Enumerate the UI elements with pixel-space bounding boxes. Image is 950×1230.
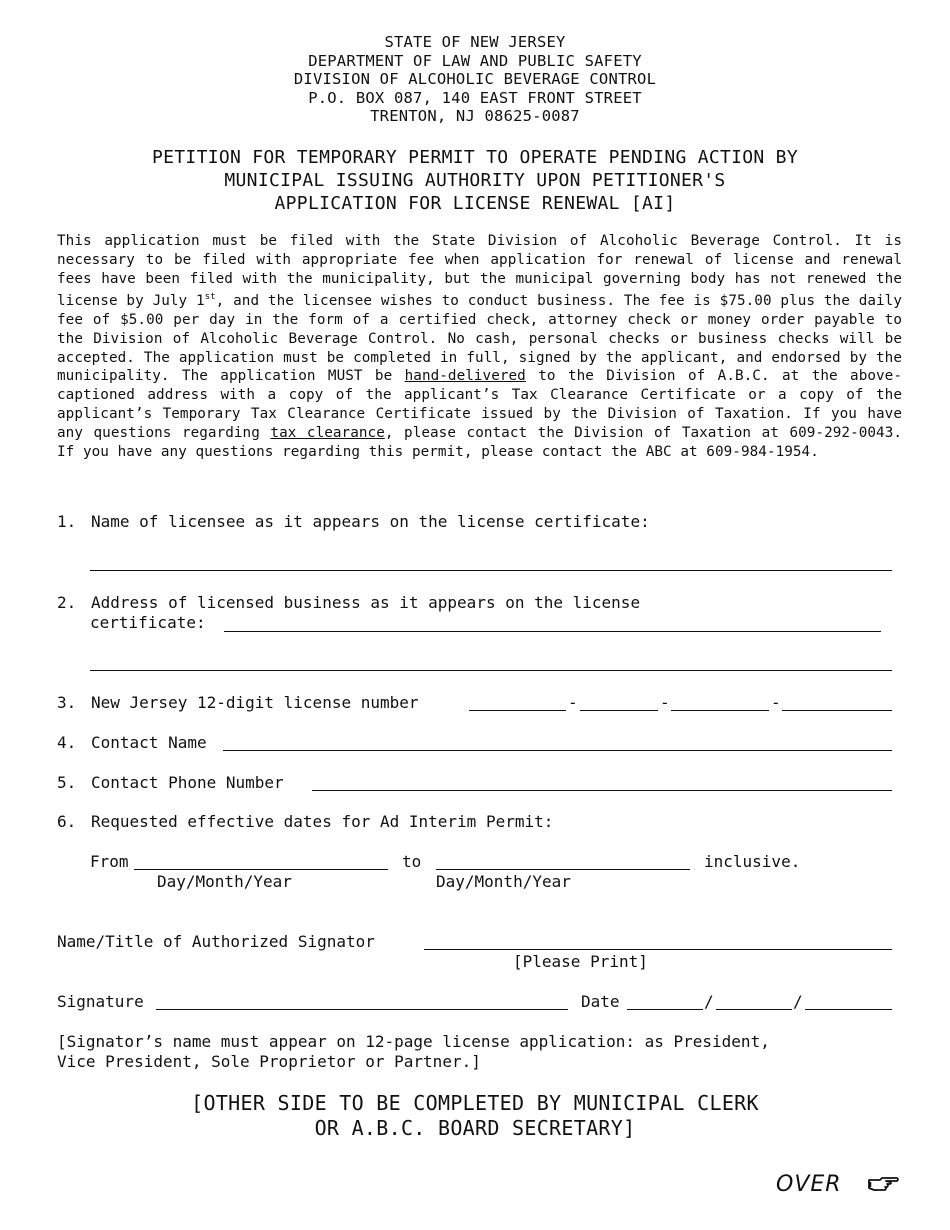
signator-note: Vice President, Sole Proprietor or Partner.] [57, 1052, 481, 1071]
date-day-field[interactable] [627, 1009, 703, 1010]
item-text: Requested effective dates for Ad Interim Permit: [91, 812, 554, 831]
item-text: New Jersey 12-digit license number [91, 693, 419, 712]
title-line: APPLICATION FOR LICENSE RENEWAL [AI] [274, 193, 676, 214]
intro-underlined: hand-delivered [404, 368, 526, 385]
title-line: MUNICIPAL ISSUING AUTHORITY UPON PETITIONER'S [224, 170, 726, 191]
footer-line: [OTHER SIDE TO BE COMPLETED BY MUNICIPAL CLERK [191, 1091, 759, 1115]
contact-name-field[interactable] [223, 750, 892, 751]
dash: - [660, 693, 670, 712]
dash: - [771, 693, 781, 712]
form-title [0, 146, 950, 215]
dash: - [568, 693, 578, 712]
item-text: Contact Phone Number [91, 773, 284, 792]
item-1-label [57, 512, 893, 532]
item-2-label [57, 593, 893, 613]
license-number-part-1[interactable] [469, 710, 566, 711]
address-field-line-1[interactable] [224, 631, 881, 632]
please-print-hint: [Please Print] [513, 952, 648, 971]
date-month-field[interactable] [716, 1009, 792, 1010]
item-number: 4. [57, 733, 77, 752]
item-number: 3. [57, 693, 77, 712]
item-number: 2. [57, 593, 77, 612]
date-year-field[interactable] [805, 1009, 892, 1010]
signature-field[interactable] [156, 1009, 568, 1010]
to-date-field[interactable] [436, 869, 690, 870]
from-date-field[interactable] [134, 869, 388, 870]
footer-line: OR A.B.C. BOARD SECRETARY] [314, 1116, 636, 1140]
inclusive-label: inclusive. [704, 852, 801, 871]
item-number: 5. [57, 773, 77, 792]
header-line: STATE OF NEW JERSEY [384, 33, 566, 51]
over-label: OVER [776, 1172, 842, 1197]
intro-text: , and the licensee wishes to conduct business. The fee is $75.00 plus the daily fee of $5.00 per day in the form of a certified check, attorney check or money order payable to the Division of Alcoholic Beverage Control. No cash, personal checks or business checks will be accepted. The application must be completed in full, signed by the applicant, and endorsed by the municipality. The application MUST be [57, 293, 902, 385]
footer-note [0, 1091, 950, 1141]
header-line: DIVISION OF ALCOHOLIC BEVERAGE CONTROL [293, 70, 657, 88]
contact-phone-field[interactable] [312, 790, 892, 791]
signator-name-field[interactable] [424, 949, 892, 950]
date-format-hint: Day/Month/Year [157, 872, 292, 891]
date-format-hint: Day/Month/Year [436, 872, 571, 891]
agency-header [0, 33, 950, 126]
signator-note: [Signator’s name must appear on 12-page license application: as President, [57, 1032, 770, 1051]
instructions-paragraph [57, 232, 902, 461]
intro-underlined: tax clearance [270, 424, 385, 441]
to-label: to [402, 852, 422, 871]
license-number-part-4[interactable] [782, 710, 892, 711]
signature-label: Signature [57, 992, 144, 1011]
item-text: Contact Name [91, 733, 207, 752]
address-field-line-2[interactable] [90, 670, 892, 671]
date-slash: / [704, 992, 714, 1011]
pointing-hand-icon [866, 1172, 900, 1196]
header-line: P.O. BOX 087, 140 EAST FRONT STREET [308, 88, 642, 107]
title-line: PETITION FOR TEMPORARY PERMIT TO OPERATE PENDING ACTION BY [152, 147, 798, 168]
license-number-part-3[interactable] [671, 710, 769, 711]
intro-superscript: st [204, 292, 216, 303]
item-number: 1. [57, 512, 77, 531]
intro-text: , please contact the Division of Taxation at 609-292-0043. If you have any questions regarding this permit, please contact the ABC at 609-984-1954. [57, 424, 903, 460]
license-number-part-2[interactable] [580, 710, 658, 711]
header-line: DEPARTMENT OF LAW AND PUBLIC SAFETY [308, 51, 642, 70]
intro-text: This application must be filed with the State Division of Alcoholic Beverage Control. It is necessary to be filed with appropriate fee when application for renewal of license and renewal fees have been filed with the municipality, but the municipal governing body has not renewed the license by July 1 [57, 233, 902, 310]
item-text: Name of licensee as it appears on the license certificate: [91, 512, 650, 531]
date-label: Date [581, 992, 620, 1011]
licensee-name-field[interactable] [90, 570, 892, 571]
date-slash: / [793, 992, 803, 1011]
item-text: Address of licensed business as it appears on the license [91, 593, 641, 612]
item-number: 6. [57, 812, 77, 831]
item-6-label [57, 812, 893, 832]
header-line: TRENTON, NJ 08625-0087 [370, 107, 580, 125]
signator-name-label: Name/Title of Authorized Signator [57, 932, 375, 951]
item-text: certificate: [90, 613, 206, 632]
intro-text: to the Division of A.B.C. at the above-captioned address with a copy of the applicant’s Tax Clearance Certificate or a copy of the applicant’s Temporary Tax Clearance Certificate issued by the Division of Taxation. If you have any questions regarding [57, 368, 902, 441]
from-label: From [90, 852, 129, 871]
